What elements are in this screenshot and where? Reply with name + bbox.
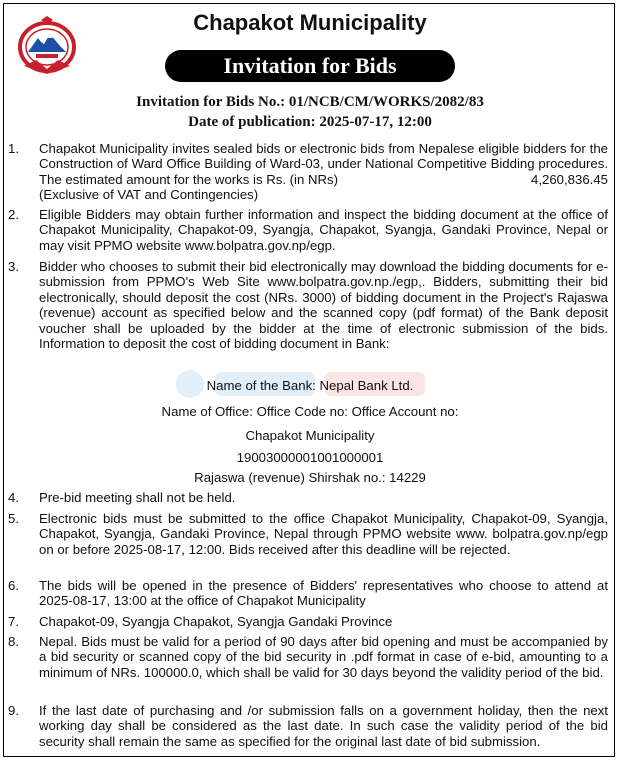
item-number: 7. xyxy=(8,614,19,629)
estimated-amount: 4,260,836.45 xyxy=(530,171,608,187)
list-item xyxy=(8,703,608,749)
list-item xyxy=(8,634,608,680)
item-text: Nepal. Bids must be valid for a period of 90 days after bid opening and must be accompanied by a bid security or scanned copy of the bid security in .pdf format in case of e-bid, amounting to a minimum of NRs. 100000.0, which shall be valid for 30 days beyond the validity period of the bid. xyxy=(39,634,608,680)
item-text: Bidder who chooses to submit their bid electronically may download the bidding documents for e-submission from PPMO's Web Site www.bolpatra.gov.np./egp,. Bidders, submitting their bid electronically, should deposit the cost (NRs. 3000) of bidding document in the Project's Rajaswa (revenue) account as specified below and the scanned copy (pdf format) of the Bank deposit voucher shall be uploaded by the bidder at the time of electronic submission of the bids. Information to deposit the cost of bidding document in Bank: xyxy=(39,259,608,352)
list-item xyxy=(8,614,608,629)
item-number: 1. xyxy=(8,141,19,156)
item-number: 2. xyxy=(8,207,19,222)
banner-heading: Invitation for Bids xyxy=(165,50,455,82)
bank-name: Name of the Bank: Nepal Bank Ltd. xyxy=(206,378,414,393)
item-number: 4. xyxy=(8,490,19,505)
item-number: 6. xyxy=(8,578,19,593)
item-text: Electronic bids must be submitted to the office Chapakot Municipality, Chapakot-09, Syangja, Chapakot, Syangja, Gandaki Province, Nepal through PPMO website www. bolpatra.gov.np/egp on or before 2025-08-17, 12:00. Bids received after this deadline will be rejected. xyxy=(39,511,608,557)
item-number: 3. xyxy=(8,259,19,274)
list-item xyxy=(8,578,608,609)
item-number: 9. xyxy=(8,703,19,718)
bid-number: Invitation for Bids No.: 01/NCB/CM/WORKS/2082/83 xyxy=(136,94,484,110)
list-item xyxy=(8,259,608,351)
item-text: The bids will be opened in the presence of Bidders' representatives who choose to attend at 2025-08-17, 13:00 at the office of Chapakot Municipality xyxy=(39,578,608,609)
item-text-tail: (Exclusive of VAT and Contingencies) xyxy=(39,187,259,203)
list-item xyxy=(8,490,608,505)
item-text: Pre-bid meeting shall not be held. xyxy=(39,490,236,505)
shirshak-number: Rajaswa (revenue) Shirshak no.: 14229 xyxy=(194,470,426,485)
item-text: Chapakot-09, Syangja Chapakot, Syangja Gandaki Province xyxy=(39,614,393,629)
office-name: Chapakot Municipality xyxy=(245,428,375,443)
list-item xyxy=(8,141,608,203)
item-text: If the last date of purchasing and /or submission falls on a government holiday, then the next working day shall be considered as the last date. In such case the validity period of the bid security shall remain the same as specified for the original last date of bid submission. xyxy=(39,703,608,749)
list-item xyxy=(8,511,608,557)
account-number: 19003000001001000001 xyxy=(236,450,384,465)
item-number: 5. xyxy=(8,511,19,526)
office-line: Name of Office: Office Code no: Office Account no: xyxy=(161,404,459,419)
publication-date: Date of publication: 2025-07-17, 12:00 xyxy=(188,114,432,130)
item-number: 8. xyxy=(8,634,19,649)
page-title: Chapakot Municipality xyxy=(193,10,427,35)
list-item xyxy=(8,207,608,253)
item-text: Eligible Bidders may obtain further information and inspect the bidding document at the office of Chapakot Municipality, Chapakot-09, Syangja, Chapakot, Syangja, Gandaki Province, Nepal or may visit PPMO website www.bolpatra.gov.np/egp. xyxy=(39,207,608,253)
item-text: Chapakot Municipality invites sealed bids or electronic bids from Nepalese eligible bidders for the Construction of Ward Office Building of Ward-03, under National Competitive Bidding procedures. The estimated amount for the works is Rs. (in NRs) xyxy=(39,141,608,187)
